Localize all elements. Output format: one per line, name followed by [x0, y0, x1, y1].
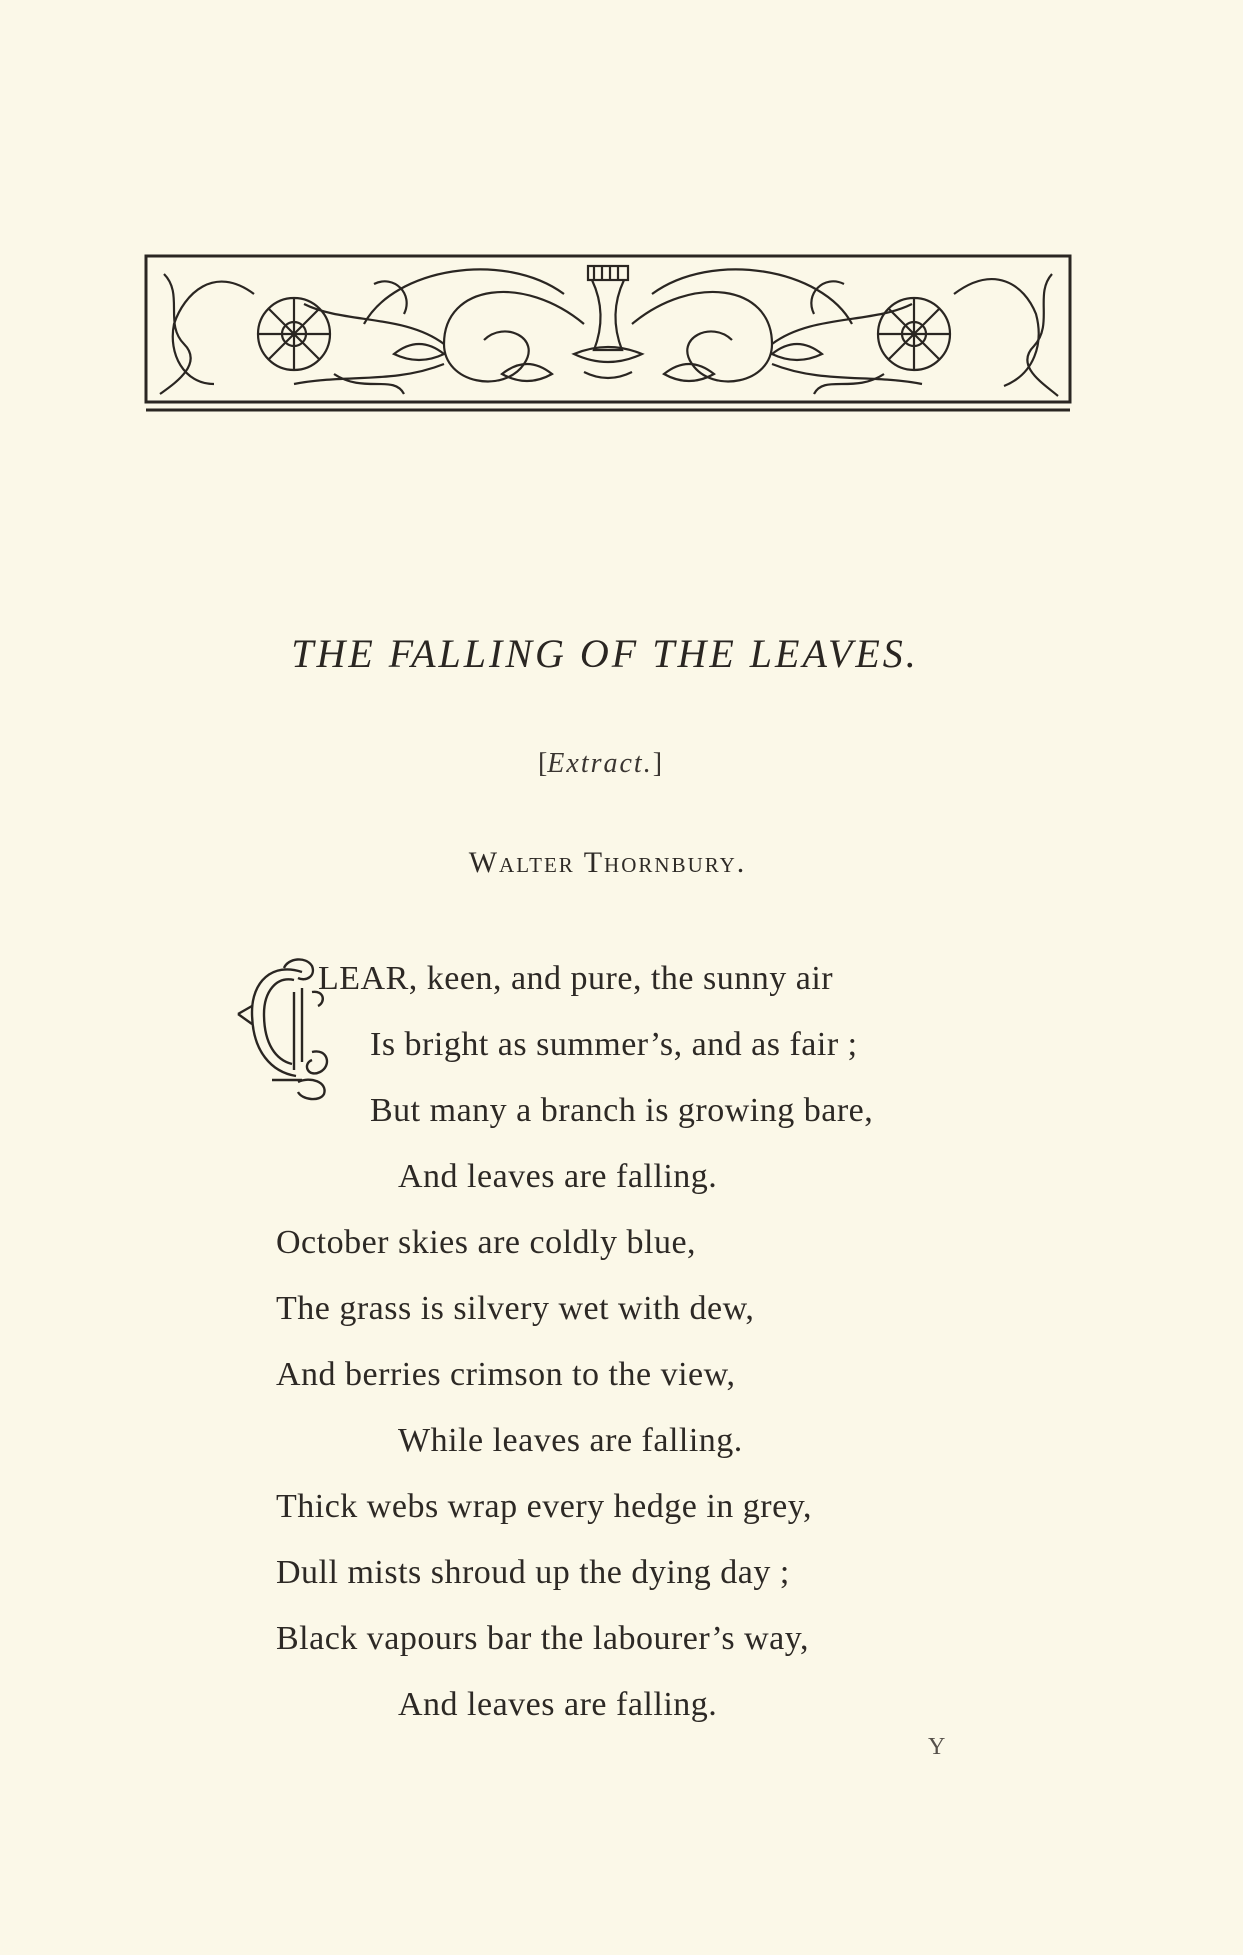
poem-line-9: Thick webs wrap every hedge in grey,	[276, 1488, 812, 1525]
poem-title: THE FALLING OF THE LEAVES.	[291, 631, 919, 676]
extract-open-bracket: [	[537, 748, 548, 779]
poem-line-4: And leaves are falling.	[398, 1158, 718, 1195]
poem-line-11: Black vapours bar the labourer’s way,	[276, 1620, 810, 1657]
poem-line-3: But many a branch is growing bare,	[370, 1092, 874, 1129]
signature-mark: Y	[928, 1734, 946, 1760]
poem-line-10: Dull mists shroud up the dying day ;	[276, 1554, 790, 1591]
poem-line-2: Is bright as summer’s, and as fair ;	[370, 1026, 858, 1063]
poem-line-6: The grass is silvery wet with dew,	[276, 1290, 755, 1327]
extract-label: Extract.	[547, 748, 653, 779]
extract-note	[0, 748, 1200, 780]
floral-scroll-headpiece-icon	[144, 254, 1072, 414]
author-name: Walter Thornbury.	[468, 846, 747, 879]
poem-line-5: October skies are coldly blue,	[276, 1224, 697, 1261]
poem-line-8: While leaves are falling.	[398, 1422, 743, 1459]
poem-line-7: And berries crimson to the view,	[276, 1356, 736, 1393]
extract-close-bracket: ]	[652, 748, 663, 779]
poem-line-1: LEAR, keen, and pure, the sunny air	[318, 960, 834, 997]
poem-line-12: And leaves are falling.	[398, 1686, 718, 1723]
